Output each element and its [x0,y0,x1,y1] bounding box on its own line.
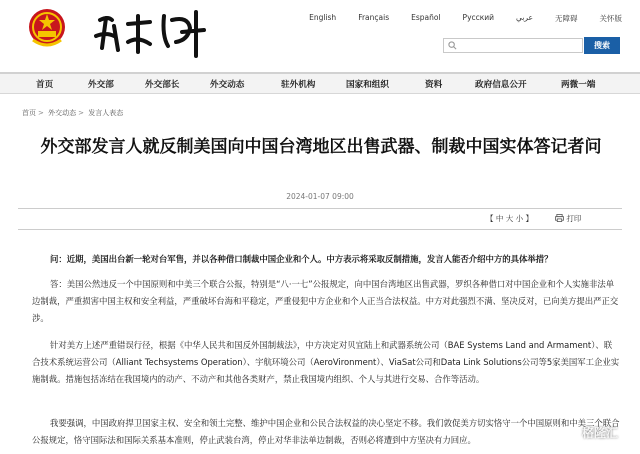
ministry-calligraphy-logo [92,6,212,60]
search-input[interactable] [443,38,583,53]
breadcrumb-home[interactable]: 首页 [22,109,36,117]
nav-item-countries-orgs[interactable]: 国家和组织 [346,80,389,90]
print-button[interactable] [555,213,581,224]
nav-item-ministry[interactable]: 外交部 [88,80,114,90]
lang-french-link[interactable]: Français [358,13,390,22]
site-header [0,0,640,72]
national-emblem-icon [27,6,67,50]
watermark: 格隆汇 [581,426,618,440]
lang-russian-link[interactable]: Русский [462,13,495,22]
nav-item-social-media[interactable]: 两微一端 [561,80,596,90]
answer-paragraph-2: 针对美方上述严重错误行径，根据《中华人民共和国反外国制裁法》，中方决定对贝宜陆上和武器系统公司（BAE Systems Land and Armament）、联合技术系统运营公司（Alliant Techsystems Operation）、宇航环境公司（AeroVironment）、ViaSat公司和Data Link Solutions公司等5家美国军工企业实施制裁。措施包括冻结在我国境内的动产、不动产和其他各类财产，禁止我国境内组织、个人与其进行交易、合作等活动。 [32,340,620,384]
breadcrumb: 首页 > 外交动态 > 发言人表态 [22,109,124,117]
answer-paragraph-1: 答：美国公然违反一个中国原则和中美三个联合公报，特别是“八·一七”公报规定，向中国台湾地区出售武器，罗织各种借口对中国企业和个人实施非法单边制裁，严重损害中国主权和安全利益，严重破坏台海和平稳定，严重侵犯中方企业和个人正当合法权益。中方对此强烈不满、坚决反对，已向美方提出严正交涉。 [32,279,619,323]
nav-item-gov-info[interactable]: 政府信息公开 [475,80,527,90]
accessibility-link[interactable]: 无障碍 [555,14,578,23]
breadcrumb-spokesperson[interactable]: 发言人表态 [88,109,124,117]
answer-paragraph-3: 我要强调，中国政府捍卫国家主权、安全和领土完整、维护中国企业和公民合法权益的决心坚定不移。我们敦促美方切实恪守一个中国原则和中美三个联合公报规定，恪守国际法和国际关系基本准则，停止武装台湾，停止对华非法单边制裁，否则必将遭到中方坚决有力回应。 [32,418,620,445]
language-bar [287,13,622,24]
print-icon [555,214,564,222]
lang-spanish-link[interactable]: Español [411,13,441,22]
search-icon [448,41,457,50]
care-mode-link[interactable]: 关怀版 [599,14,622,23]
nav-item-diplomatic-news[interactable]: 外交动态 [210,80,245,90]
divider [18,229,622,230]
breadcrumb-diplomatic-news[interactable]: 外交动态 [48,109,77,117]
nav-item-minister[interactable]: 外交部长 [145,80,180,90]
search-button[interactable]: 搜索 [584,37,620,54]
lang-arabic-link[interactable]: عربي [516,13,533,22]
nav-item-resources[interactable]: 资料 [425,80,443,90]
font-size-controls[interactable]: 【 中 大 小 】 [486,214,534,223]
lang-english-link[interactable]: English [309,13,337,22]
question-paragraph: 问：近期，美国出台新一轮对台军售，并以各种借口制裁中国企业和个人。中方表示将采取反制措施，发言人能否介绍中方的具体举措？ [50,254,553,264]
divider [18,208,622,209]
page-title: 外交部发言人就反制美国向中国台湾地区出售武器、制裁中国实体答记者问 [40,137,602,157]
nav-item-home[interactable]: 首页 [36,80,54,90]
main-nav [0,72,640,94]
print-label: 打印 [566,214,582,223]
nav-item-missions-abroad[interactable]: 驻外机构 [281,80,316,90]
publish-date: 2024-01-07 09:00 [286,192,354,201]
